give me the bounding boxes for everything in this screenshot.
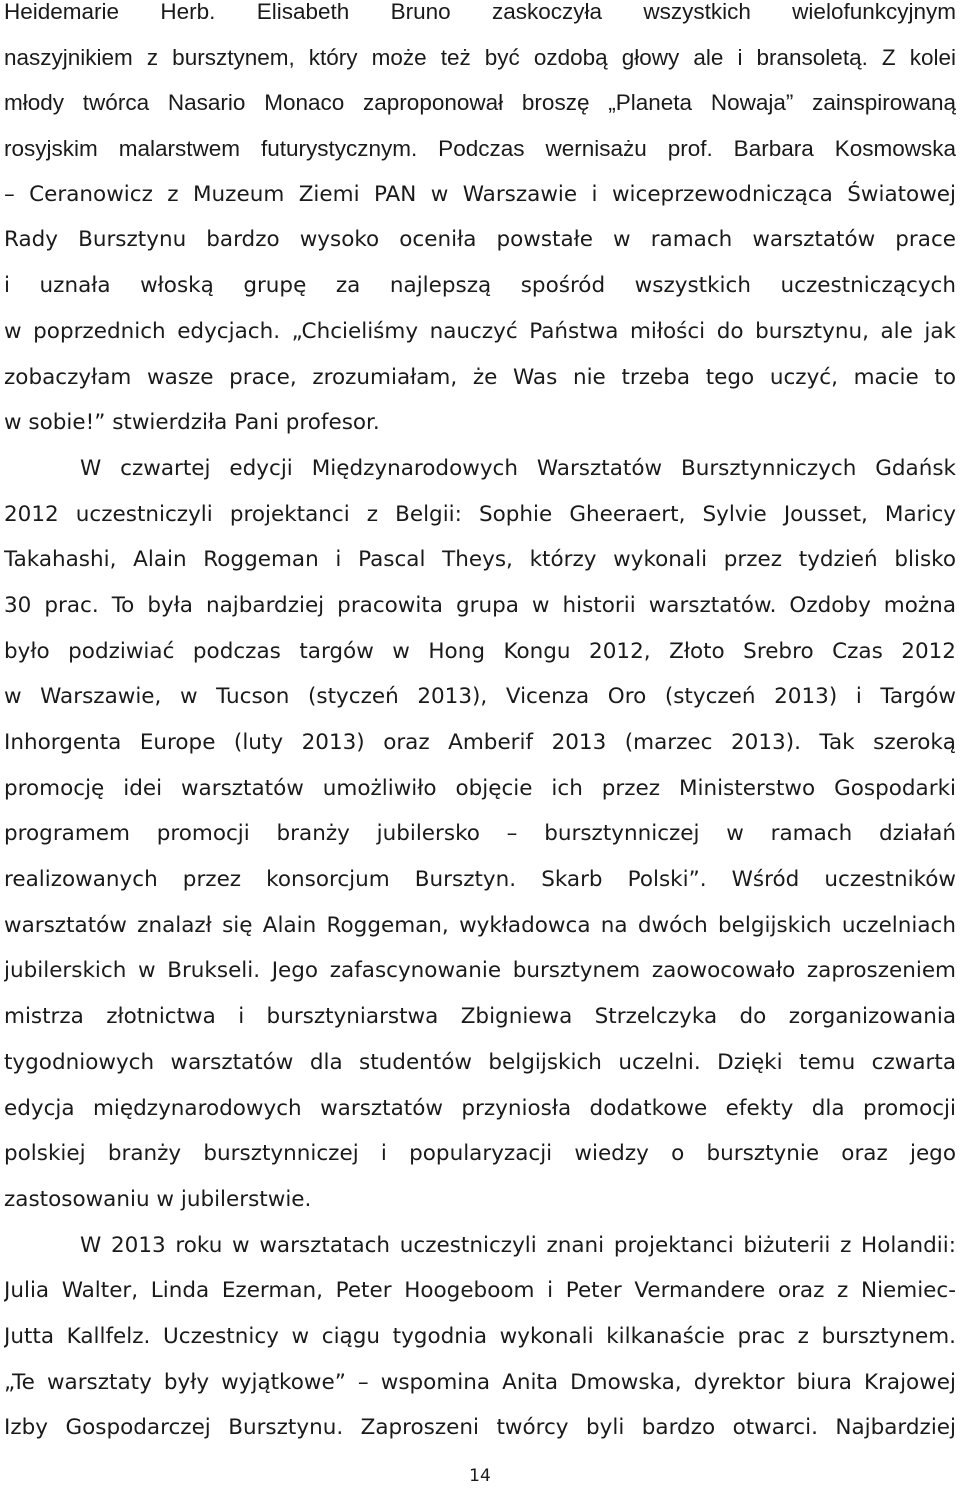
text-line: Inhorgenta Europe (luty 2013) oraz Amberif 2013 (marzec 2013). Tak szeroką (4, 730, 956, 755)
text-line: i uznała włoską grupę za najlepszą spośród wszystkich uczestniczących (4, 273, 956, 299)
text-line: „Te warsztaty były wyjątkowe” – wspomina Anita Dmowska, dyrektor biura Krajowej (4, 1369, 956, 1395)
text-line: 30 prac. To była najbardziej pracowita grupa w historii warsztatów. Ozdoby można (4, 592, 956, 618)
text-line: promocję idei warsztatów umożliwiło objęcie ich przez Ministerstwo Gospodarki (4, 775, 956, 801)
text-line: W czwartej edycji Międzynarodowych Warsztatów Bursztynniczych Gdańsk (80, 455, 956, 481)
text-line: zobaczyłam wasze prace, zrozumiałam, że Was nie trzeba tego uczyć, macie to (4, 364, 956, 390)
text-line: było podziwiać podczas targów w Hong Kongu 2012, Złoto Srebro Czas 2012 (4, 638, 956, 664)
text-line: mistrza złotnictwa i bursztyniarstwa Zbigniewa Strzelczyka do zorganizowania (4, 1004, 956, 1030)
page-number: 14 (469, 1466, 491, 1486)
text-line: jubilerskich w Brukseli. Jego zafascynowanie bursztynem zaowocowało zaproszeniem (4, 958, 956, 984)
text-line: tygodniowych warsztatów dla studentów belgijskich uczelni. Dzięki temu czwarta (4, 1049, 956, 1075)
text-line: edycja międzynarodowych warsztatów przyniosła dodatkowe efekty dla promocji (4, 1095, 956, 1121)
text-line: Rady Bursztynu bardzo wysoko oceniła powstałe w ramach warsztatów prace (4, 227, 956, 253)
document-page (4, 0, 956, 1451)
text-line: Izby Gospodarczej Bursztynu. Zaproszeni twórcy byli bardzo otwarci. Najbardziej (4, 1415, 956, 1441)
text-line: w poprzednich edycjach. „Chcieliśmy nauczyć Państwa miłości do bursztynu, ale jak (4, 318, 956, 344)
text-line: – Ceranowicz z Muzeum Ziemi PAN w Warszawie i wiceprzewodnicząca Światowej (4, 181, 956, 207)
text-line: Heidemarie Herb. Elisabeth Bruno zaskoczyła wszystkich wielofunkcyjnym (4, 0, 956, 24)
text-line: młody twórca Nasario Monaco zaproponował broszę „Planeta Nowaja” zainspirowaną (4, 90, 956, 116)
text-line: Takahashi, Alain Roggeman i Pascal Theys, którzy wykonali przez tydzień blisko (4, 547, 956, 573)
text-line: programem promocji branży jubilersko – bursztynniczej w ramach działań (4, 821, 956, 847)
text-line: W 2013 roku w warsztatach uczestniczyli znani projektanci biżuterii z Holandii: (80, 1232, 956, 1258)
text-line: w sobie!” stwierdziła Pani profesor. (4, 410, 380, 436)
text-line: naszyjnikiem z bursztynem, który może też być ozdobą głowy ale i bransoletą. Z kolei (4, 44, 956, 70)
text-line: rosyjskim malarstwem futurystycznym. Podczas wernisażu prof. Barbara Kosmowska (4, 136, 956, 162)
text-line: Julia Walter, Linda Ezerman, Peter Hoogeboom i Peter Vermandere oraz z Niemiec- (4, 1278, 956, 1304)
text-line: polskiej branży bursztynniczej i popularyzacji wiedzy o bursztynie oraz jego (4, 1141, 956, 1167)
text-line: warsztatów znalazł się Alain Roggeman, wykładowca na dwóch belgijskich uczelniach (4, 912, 956, 938)
text-line: realizowanych przez konsorcjum Bursztyn. Skarb Polski”. Wśród uczestników (4, 867, 956, 893)
text-line: w Warszawie, w Tucson (styczeń 2013), Vicenza Oro (styczeń 2013) i Targów (4, 684, 956, 710)
text-line: zastosowaniu w jubilerstwie. (4, 1186, 312, 1212)
text-line: 2012 uczestniczyli projektanci z Belgii: Sophie Gheeraert, Sylvie Jousset, Maricy (4, 501, 956, 527)
text-line: Jutta Kallfelz. Uczestnicy w ciągu tygodnia wykonali kilkanaście prac z bursztynem. (4, 1323, 956, 1349)
